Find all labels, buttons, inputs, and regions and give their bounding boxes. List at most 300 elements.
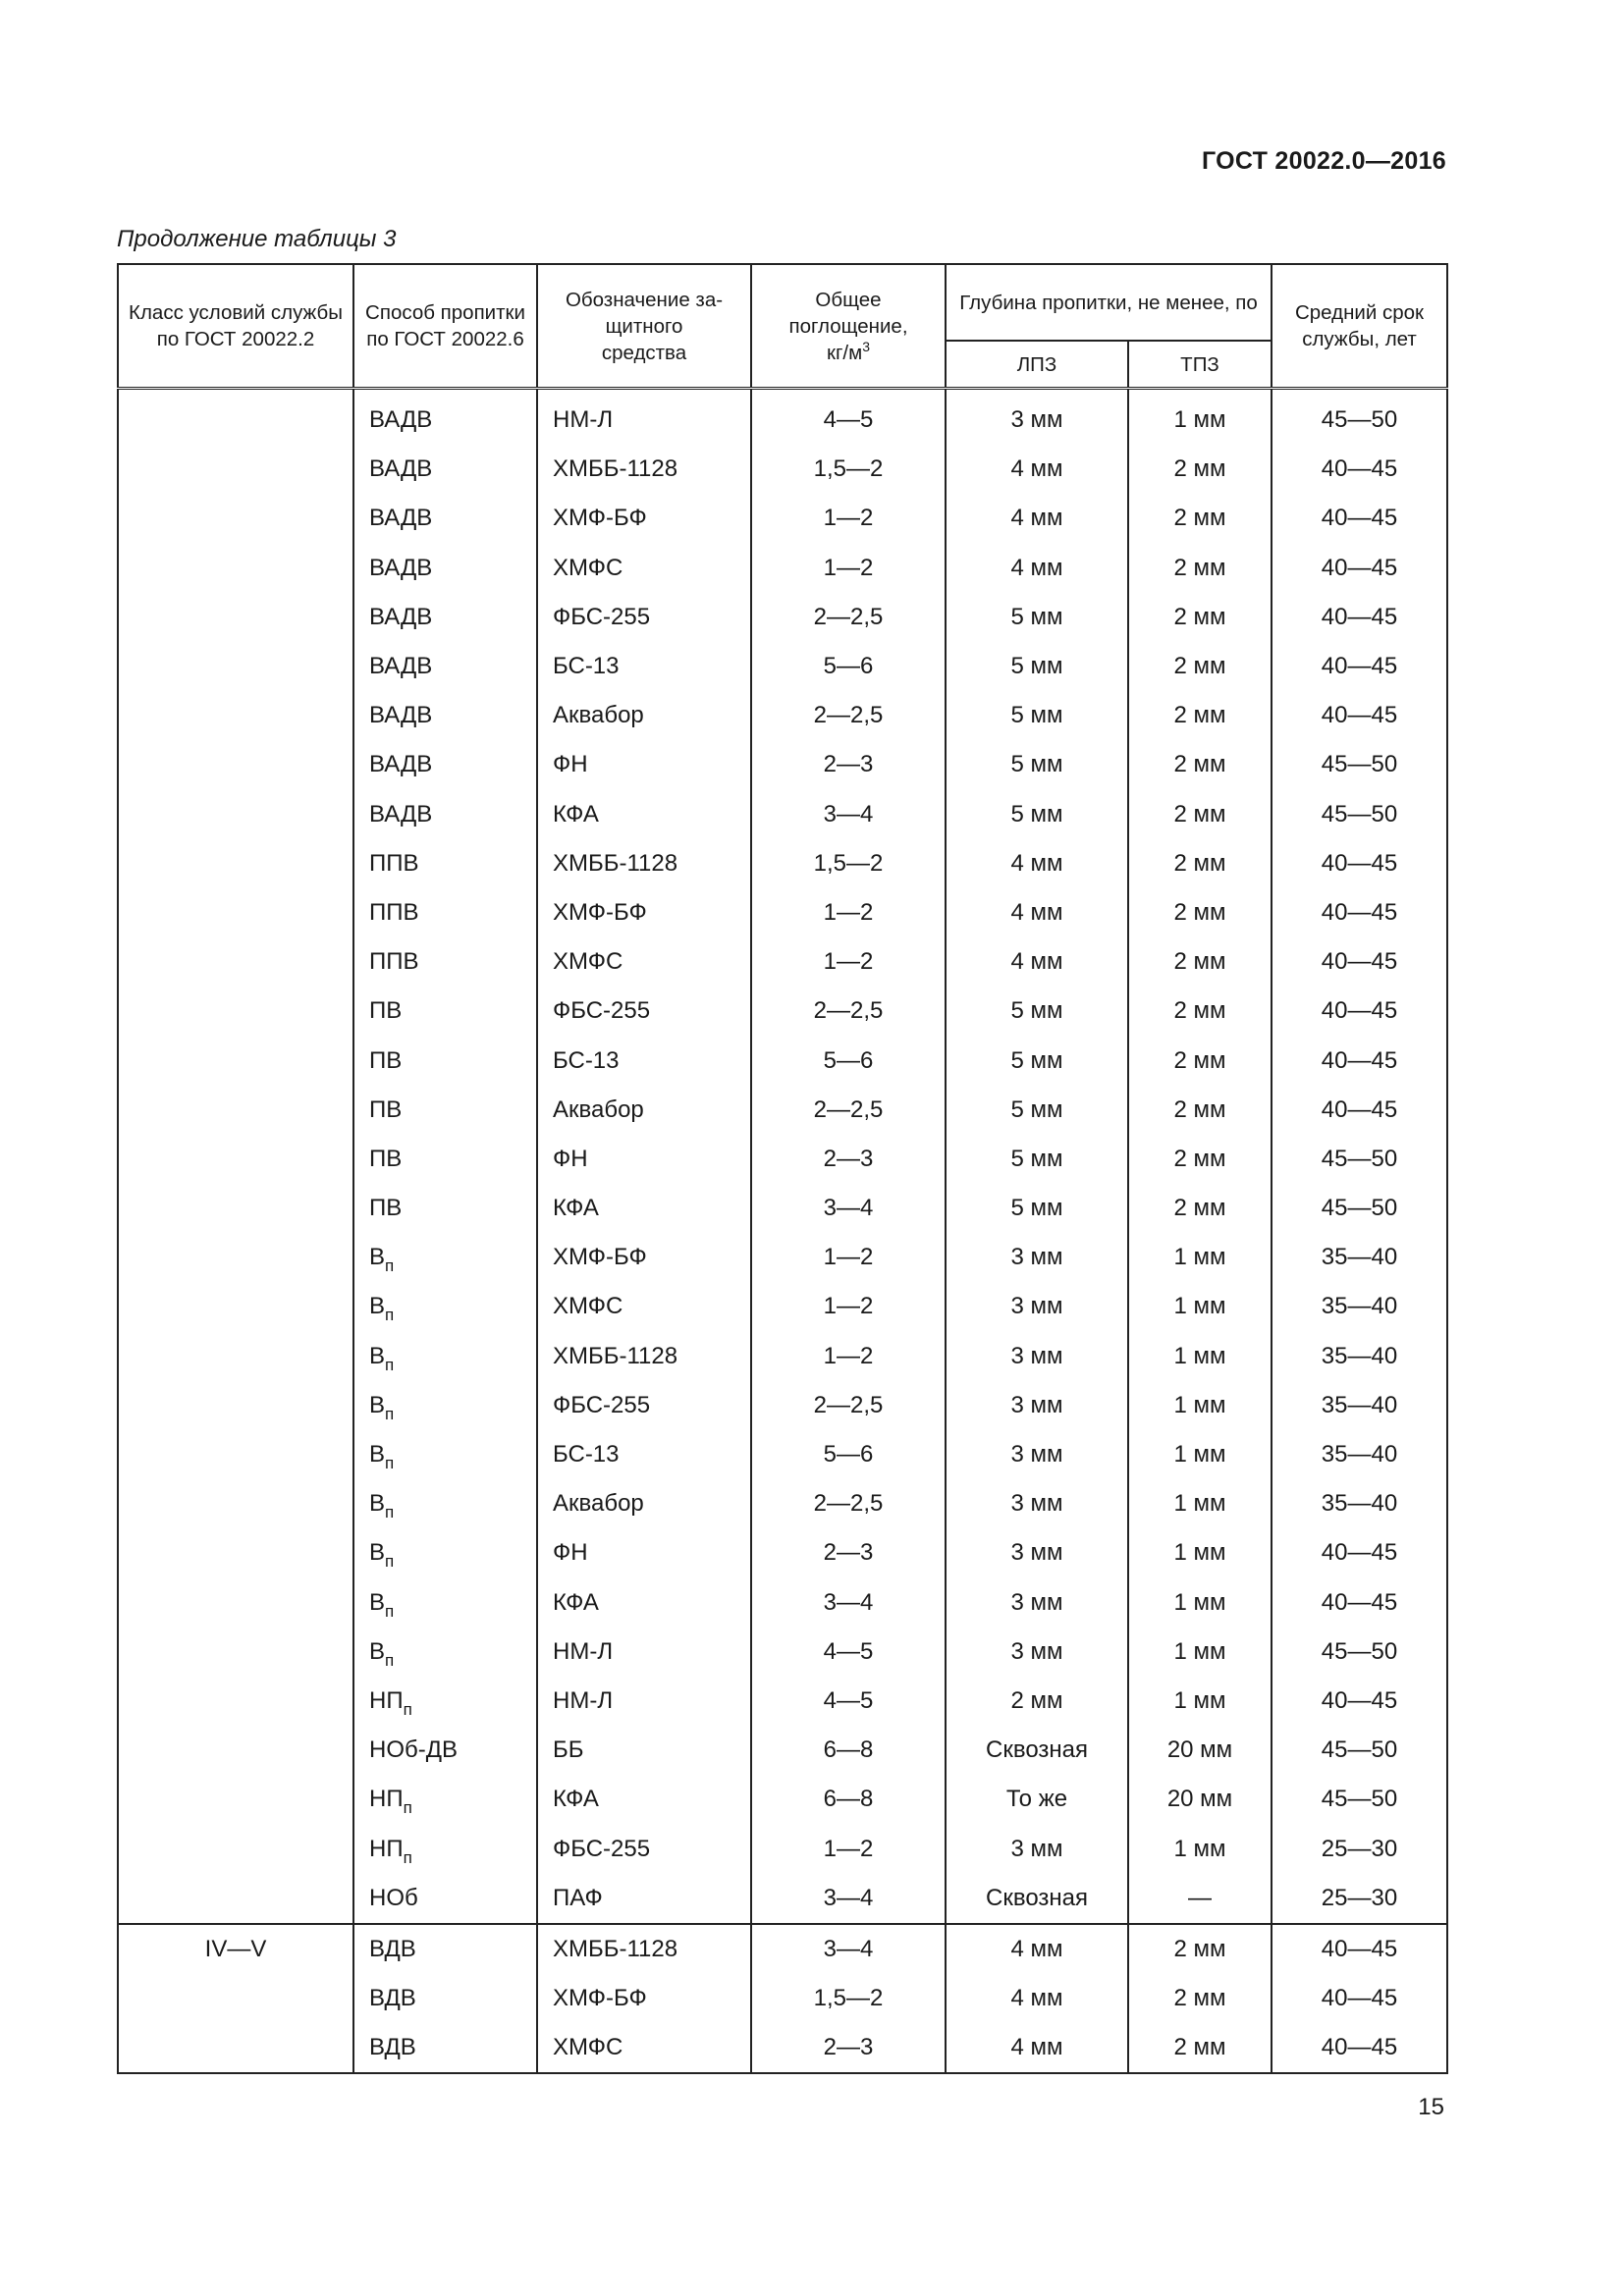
cell-method: [353, 1086, 537, 1135]
cell-method-subscript: п: [385, 1404, 395, 1423]
cell-method-subscript: п: [385, 1503, 395, 1522]
col-header-absorption-line2: поглощение,: [788, 314, 908, 338]
cell-method-code: ВАДВ: [369, 603, 433, 630]
cell-method-subscript: п: [403, 1847, 412, 1867]
cell-method-code: ВАДВ: [369, 455, 433, 483]
cell-method-code: ППВ: [369, 849, 419, 877]
cell-depth-tpz: 2 мм: [1128, 593, 1272, 642]
cell-absorption: 2—2,5: [751, 987, 946, 1036]
cell-agent: НМ-Л: [537, 1677, 751, 1726]
cell-class: [118, 1184, 353, 1233]
col-header-depth-lpz: ЛПЗ: [946, 341, 1128, 389]
cell-method: [353, 1628, 537, 1677]
cell-agent: ХМФ-БФ: [537, 494, 751, 543]
cell-method-subscript: п: [385, 1650, 395, 1670]
cell-method: [353, 839, 537, 888]
cell-agent: ФБС-255: [537, 593, 751, 642]
cell-depth-lpz: 3 мм: [946, 1233, 1128, 1282]
cell-depth-tpz: 2 мм: [1128, 937, 1272, 987]
cell-absorption: 1—2: [751, 888, 946, 937]
cell-depth-lpz: Сквозная: [946, 1874, 1128, 1924]
cell-method: [353, 593, 537, 642]
cell-agent: НМ-Л: [537, 389, 751, 446]
cell-method-code: НОб-ДВ: [369, 1736, 458, 1764]
cell-agent: ХМФС: [537, 937, 751, 987]
cell-method-code: ВДВ: [369, 1935, 416, 1962]
cell-depth-lpz: 4 мм: [946, 1974, 1128, 2023]
col-header-agent-line3: средства: [601, 341, 687, 364]
col-header-depth-tpz: ТПЗ: [1128, 341, 1272, 389]
cell-class: [118, 1233, 353, 1282]
cell-absorption: 2—2,5: [751, 1086, 946, 1135]
cell-method: [353, 1184, 537, 1233]
table-row: [118, 1628, 1447, 1677]
cell-method-code: ВАДВ: [369, 554, 433, 581]
cell-depth-tpz: 1 мм: [1128, 1479, 1272, 1528]
col-header-absorption: [751, 264, 946, 389]
cell-depth-lpz: Сквозная: [946, 1726, 1128, 1775]
table-row: [118, 2023, 1447, 2073]
table-row: [118, 1381, 1447, 1430]
cell-absorption: 2—3: [751, 1135, 946, 1184]
cell-class: [118, 1974, 353, 2023]
cell-method: [353, 1528, 537, 1577]
cell-agent: ХМФ-БФ: [537, 1233, 751, 1282]
cell-method-code: В: [369, 1391, 386, 1418]
cell-absorption: 5—6: [751, 1036, 946, 1085]
cell-depth-tpz: 2 мм: [1128, 839, 1272, 888]
cell-method: [353, 937, 537, 987]
cell-depth-tpz: 1 мм: [1128, 1628, 1272, 1677]
cell-service-life: 40—45: [1272, 839, 1447, 888]
cell-absorption: 6—8: [751, 1775, 946, 1824]
cell-service-life: 35—40: [1272, 1282, 1447, 1331]
cell-class: [118, 1628, 353, 1677]
col-header-absorption-unit-exp: 3: [862, 338, 871, 354]
cell-method: [353, 1479, 537, 1528]
cell-method: [353, 1036, 537, 1085]
cell-method-subscript: п: [385, 1601, 395, 1621]
cell-absorption: 2—2,5: [751, 1479, 946, 1528]
cell-class: [118, 1332, 353, 1381]
cell-depth-lpz: 5 мм: [946, 691, 1128, 740]
cell-method: [353, 1282, 537, 1331]
cell-method: [353, 1874, 537, 1924]
cell-absorption: 2—2,5: [751, 593, 946, 642]
cell-depth-tpz: 1 мм: [1128, 1430, 1272, 1479]
cell-depth-lpz: 5 мм: [946, 1036, 1128, 1085]
cell-depth-lpz: 4 мм: [946, 888, 1128, 937]
col-header-agent-line2: щитного: [605, 314, 683, 338]
cell-service-life: 35—40: [1272, 1332, 1447, 1381]
cell-agent: Аквабор: [537, 1086, 751, 1135]
cell-class: [118, 691, 353, 740]
cell-method-code: ВАДВ: [369, 702, 433, 729]
cell-depth-tpz: 1 мм: [1128, 1233, 1272, 1282]
cell-absorption: 4—5: [751, 1677, 946, 1726]
cell-service-life: 25—30: [1272, 1824, 1447, 1873]
cell-service-life: 40—45: [1272, 888, 1447, 937]
cell-agent: ХМФС: [537, 1282, 751, 1331]
cell-method-code: ППВ: [369, 948, 419, 976]
impregnation-table: [117, 263, 1448, 2074]
cell-method-code: В: [369, 1342, 386, 1369]
cell-service-life: 45—50: [1272, 790, 1447, 839]
cell-service-life: 35—40: [1272, 1381, 1447, 1430]
cell-method-subscript: п: [403, 1699, 412, 1719]
cell-absorption: 3—4: [751, 1924, 946, 1974]
cell-service-life: 40—45: [1272, 1528, 1447, 1577]
cell-service-life: 45—50: [1272, 740, 1447, 789]
cell-agent: ПАФ: [537, 1874, 751, 1924]
cell-method: [353, 1775, 537, 1824]
cell-agent: БС-13: [537, 1036, 751, 1085]
cell-service-life: 40—45: [1272, 1578, 1447, 1628]
cell-class: [118, 1135, 353, 1184]
cell-method-code: НП: [369, 1835, 404, 1862]
cell-method: [353, 1233, 537, 1282]
cell-service-life: 40—45: [1272, 2023, 1447, 2073]
cell-depth-lpz: 4 мм: [946, 445, 1128, 494]
cell-agent: БС-13: [537, 642, 751, 691]
cell-agent: КФА: [537, 1775, 751, 1824]
cell-depth-tpz: 1 мм: [1128, 1824, 1272, 1873]
cell-method: [353, 987, 537, 1036]
cell-depth-lpz: 4 мм: [946, 494, 1128, 543]
cell-depth-lpz: 3 мм: [946, 1430, 1128, 1479]
cell-depth-tpz: 2 мм: [1128, 445, 1272, 494]
cell-agent: КФА: [537, 1578, 751, 1628]
cell-agent: НМ-Л: [537, 1628, 751, 1677]
cell-method-code: ПВ: [369, 1046, 403, 1074]
table-row: [118, 1086, 1447, 1135]
table-row: [118, 1430, 1447, 1479]
cell-absorption: 2—3: [751, 2023, 946, 2073]
cell-method: [353, 1677, 537, 1726]
cell-absorption: 1—2: [751, 1282, 946, 1331]
cell-depth-tpz: 1 мм: [1128, 1332, 1272, 1381]
cell-method: [353, 1381, 537, 1430]
cell-depth-lpz: 5 мм: [946, 987, 1128, 1036]
cell-method-code: НП: [369, 1786, 404, 1813]
cell-agent: ФБС-255: [537, 987, 751, 1036]
cell-class: [118, 1086, 353, 1135]
table-row: [118, 1974, 1447, 2023]
cell-agent: ФБС-255: [537, 1381, 751, 1430]
cell-depth-lpz: 5 мм: [946, 740, 1128, 789]
table-row: [118, 790, 1447, 839]
cell-method: [353, 445, 537, 494]
col-header-class: Класс условий службы по ГОСТ 20022.2: [118, 264, 353, 389]
cell-class: [118, 642, 353, 691]
cell-method-code: В: [369, 1244, 386, 1271]
table-row: [118, 839, 1447, 888]
table-row: [118, 1135, 1447, 1184]
cell-class: IV—V: [118, 1924, 353, 1974]
table-row: [118, 987, 1447, 1036]
cell-method-code: ВАДВ: [369, 406, 433, 434]
cell-absorption: 1,5—2: [751, 839, 946, 888]
cell-method-subscript: п: [385, 1355, 395, 1374]
cell-service-life: 40—45: [1272, 593, 1447, 642]
cell-class: [118, 1874, 353, 1924]
cell-absorption: 2—2,5: [751, 1381, 946, 1430]
cell-absorption: 1—2: [751, 1332, 946, 1381]
table-row: [118, 1184, 1447, 1233]
cell-method-subscript: п: [385, 1454, 395, 1473]
cell-method-code: ВАДВ: [369, 505, 433, 532]
cell-depth-tpz: 1 мм: [1128, 1578, 1272, 1628]
cell-method-code: ПВ: [369, 997, 403, 1025]
cell-method: [353, 1332, 537, 1381]
cell-agent: ХМФ-БФ: [537, 1974, 751, 2023]
cell-depth-tpz: 2 мм: [1128, 740, 1272, 789]
cell-depth-tpz: 2 мм: [1128, 1184, 1272, 1233]
cell-depth-lpz: 5 мм: [946, 642, 1128, 691]
cell-method-code: ВАДВ: [369, 800, 433, 828]
cell-service-life: 45—50: [1272, 1135, 1447, 1184]
col-header-life: Средний срок службы, лет: [1272, 264, 1447, 389]
cell-depth-lpz: 5 мм: [946, 790, 1128, 839]
cell-method: [353, 1974, 537, 2023]
cell-class: [118, 1775, 353, 1824]
cell-absorption: 1—2: [751, 937, 946, 987]
cell-agent: КФА: [537, 790, 751, 839]
cell-agent: ФН: [537, 1528, 751, 1577]
cell-method-code: НП: [369, 1686, 404, 1714]
cell-method-code: ПВ: [369, 1195, 403, 1222]
table-row: [118, 1036, 1447, 1085]
cell-absorption: 3—4: [751, 1578, 946, 1628]
cell-method: [353, 790, 537, 839]
cell-depth-lpz: 5 мм: [946, 1184, 1128, 1233]
cell-depth-lpz: 4 мм: [946, 937, 1128, 987]
cell-service-life: 40—45: [1272, 642, 1447, 691]
cell-absorption: 2—2,5: [751, 691, 946, 740]
cell-method-code: В: [369, 1539, 386, 1567]
cell-class: [118, 2023, 353, 2073]
cell-depth-lpz: 3 мм: [946, 1381, 1128, 1430]
cell-agent: Аквабор: [537, 691, 751, 740]
table-row: [118, 1233, 1447, 1282]
cell-method-code: В: [369, 1293, 386, 1320]
cell-service-life: 35—40: [1272, 1479, 1447, 1528]
cell-method: [353, 544, 537, 593]
cell-method: [353, 691, 537, 740]
table-row: [118, 593, 1447, 642]
cell-absorption: 2—3: [751, 740, 946, 789]
cell-method: [353, 1578, 537, 1628]
table-row: [118, 1332, 1447, 1381]
cell-depth-lpz: 2 мм: [946, 1677, 1128, 1726]
cell-absorption: 1,5—2: [751, 1974, 946, 2023]
table-row: [118, 1479, 1447, 1528]
cell-depth-lpz: 5 мм: [946, 593, 1128, 642]
cell-agent: ББ: [537, 1726, 751, 1775]
cell-agent: ХМФ-БФ: [537, 888, 751, 937]
table-row: [118, 1775, 1447, 1824]
cell-depth-tpz: 2 мм: [1128, 888, 1272, 937]
cell-absorption: 2—3: [751, 1528, 946, 1577]
cell-method-code: В: [369, 1441, 386, 1468]
cell-method-subscript: п: [385, 1552, 395, 1572]
cell-absorption: 4—5: [751, 389, 946, 446]
cell-class: [118, 987, 353, 1036]
cell-method: [353, 1924, 537, 1974]
cell-service-life: 40—45: [1272, 544, 1447, 593]
cell-method-subscript: п: [385, 1256, 395, 1276]
cell-class: [118, 389, 353, 446]
cell-depth-lpz: 3 мм: [946, 1479, 1128, 1528]
table-row: [118, 544, 1447, 593]
cell-depth-tpz: 1 мм: [1128, 1381, 1272, 1430]
col-header-method: Способ пропитки по ГОСТ 20022.6: [353, 264, 537, 389]
cell-method: [353, 2023, 537, 2073]
cell-depth-tpz: 2 мм: [1128, 1086, 1272, 1135]
cell-absorption: 5—6: [751, 1430, 946, 1479]
col-header-depth: Глубина пропитки, не менее, по: [946, 264, 1272, 341]
cell-service-life: 45—50: [1272, 1726, 1447, 1775]
cell-class: [118, 888, 353, 937]
cell-agent: ФН: [537, 1135, 751, 1184]
table-row: [118, 1528, 1447, 1577]
cell-service-life: 40—45: [1272, 1974, 1447, 2023]
cell-depth-tpz: 2 мм: [1128, 1135, 1272, 1184]
cell-agent: ХМББ-1128: [537, 1332, 751, 1381]
cell-class: [118, 1479, 353, 1528]
col-header-agent-line1: Обозначение за-: [565, 288, 724, 311]
cell-depth-tpz: 20 мм: [1128, 1775, 1272, 1824]
cell-class: [118, 839, 353, 888]
cell-method: [353, 1430, 537, 1479]
cell-agent: ФБС-255: [537, 1824, 751, 1873]
table-row: [118, 389, 1447, 446]
cell-service-life: 35—40: [1272, 1233, 1447, 1282]
cell-depth-lpz: 3 мм: [946, 1528, 1128, 1577]
cell-service-life: 25—30: [1272, 1874, 1447, 1924]
cell-depth-lpz: То же: [946, 1775, 1128, 1824]
cell-class: [118, 1036, 353, 1085]
cell-class: [118, 1824, 353, 1873]
cell-depth-tpz: 2 мм: [1128, 1036, 1272, 1085]
cell-class: [118, 1677, 353, 1726]
page-number: 15: [1418, 2094, 1444, 2120]
cell-absorption: 1—2: [751, 494, 946, 543]
cell-service-life: 40—45: [1272, 1924, 1447, 1974]
cell-depth-lpz: 5 мм: [946, 1135, 1128, 1184]
cell-method: [353, 888, 537, 937]
cell-method: [353, 1135, 537, 1184]
cell-service-life: 40—45: [1272, 494, 1447, 543]
cell-service-life: 40—45: [1272, 937, 1447, 987]
cell-method: [353, 389, 537, 446]
cell-depth-tpz: 1 мм: [1128, 389, 1272, 446]
cell-service-life: 45—50: [1272, 389, 1447, 446]
cell-method-code: НОб: [369, 1884, 418, 1911]
table-row: [118, 1726, 1447, 1775]
cell-agent: ФН: [537, 740, 751, 789]
cell-depth-tpz: 1 мм: [1128, 1677, 1272, 1726]
cell-class: [118, 740, 353, 789]
cell-absorption: 4—5: [751, 1628, 946, 1677]
table-row: [118, 888, 1447, 937]
cell-method-code: ВДВ: [369, 2034, 416, 2061]
cell-absorption: 3—4: [751, 790, 946, 839]
cell-method-code: ПВ: [369, 1145, 403, 1172]
cell-service-life: 40—45: [1272, 1677, 1447, 1726]
cell-method-subscript: п: [385, 1306, 395, 1325]
cell-method: [353, 1726, 537, 1775]
cell-absorption: 5—6: [751, 642, 946, 691]
cell-method-code: ВАДВ: [369, 751, 433, 778]
cell-depth-tpz: —: [1128, 1874, 1272, 1924]
cell-class: [118, 1726, 353, 1775]
cell-depth-tpz: 2 мм: [1128, 1974, 1272, 2023]
table-row: [118, 1874, 1447, 1924]
cell-agent: БС-13: [537, 1430, 751, 1479]
cell-depth-lpz: 4 мм: [946, 2023, 1128, 2073]
cell-depth-tpz: 1 мм: [1128, 1282, 1272, 1331]
cell-class: [118, 1381, 353, 1430]
cell-method: [353, 642, 537, 691]
cell-class: [118, 1528, 353, 1577]
cell-method-code: ВДВ: [369, 1985, 416, 2012]
cell-agent: ХМФС: [537, 2023, 751, 2073]
cell-agent: КФА: [537, 1184, 751, 1233]
cell-depth-lpz: 3 мм: [946, 1824, 1128, 1873]
cell-absorption: 1—2: [751, 1824, 946, 1873]
cell-service-life: 45—50: [1272, 1184, 1447, 1233]
cell-depth-lpz: 3 мм: [946, 1628, 1128, 1677]
cell-depth-lpz: 4 мм: [946, 839, 1128, 888]
cell-class: [118, 544, 353, 593]
cell-service-life: 40—45: [1272, 987, 1447, 1036]
cell-method: [353, 740, 537, 789]
cell-depth-tpz: 20 мм: [1128, 1726, 1272, 1775]
cell-method-code: В: [369, 1637, 386, 1665]
table-row: [118, 642, 1447, 691]
cell-class: [118, 1430, 353, 1479]
cell-class: [118, 790, 353, 839]
cell-depth-tpz: 2 мм: [1128, 987, 1272, 1036]
col-header-absorption-unit: кг/м: [826, 341, 863, 364]
cell-agent: ХМББ-1128: [537, 1924, 751, 1974]
table-row: [118, 494, 1447, 543]
col-header-agent: [537, 264, 751, 389]
cell-class: [118, 494, 353, 543]
cell-method-subscript: п: [403, 1798, 412, 1818]
cell-method-code: ВАДВ: [369, 653, 433, 680]
table-body: [118, 389, 1447, 2074]
cell-agent: ХМББ-1128: [537, 445, 751, 494]
table-row: [118, 445, 1447, 494]
cell-service-life: 40—45: [1272, 445, 1447, 494]
cell-method: [353, 1824, 537, 1873]
cell-service-life: 45—50: [1272, 1775, 1447, 1824]
cell-service-life: 45—50: [1272, 1628, 1447, 1677]
cell-class: [118, 937, 353, 987]
cell-agent: Аквабор: [537, 1479, 751, 1528]
cell-depth-lpz: 4 мм: [946, 544, 1128, 593]
table-row: [118, 1924, 1447, 1974]
cell-depth-lpz: 3 мм: [946, 1282, 1128, 1331]
table-row: [118, 740, 1447, 789]
cell-depth-tpz: 1 мм: [1128, 1528, 1272, 1577]
cell-service-life: 40—45: [1272, 1086, 1447, 1135]
table-row: [118, 1677, 1447, 1726]
cell-agent: ХМФС: [537, 544, 751, 593]
cell-absorption: 1,5—2: [751, 445, 946, 494]
